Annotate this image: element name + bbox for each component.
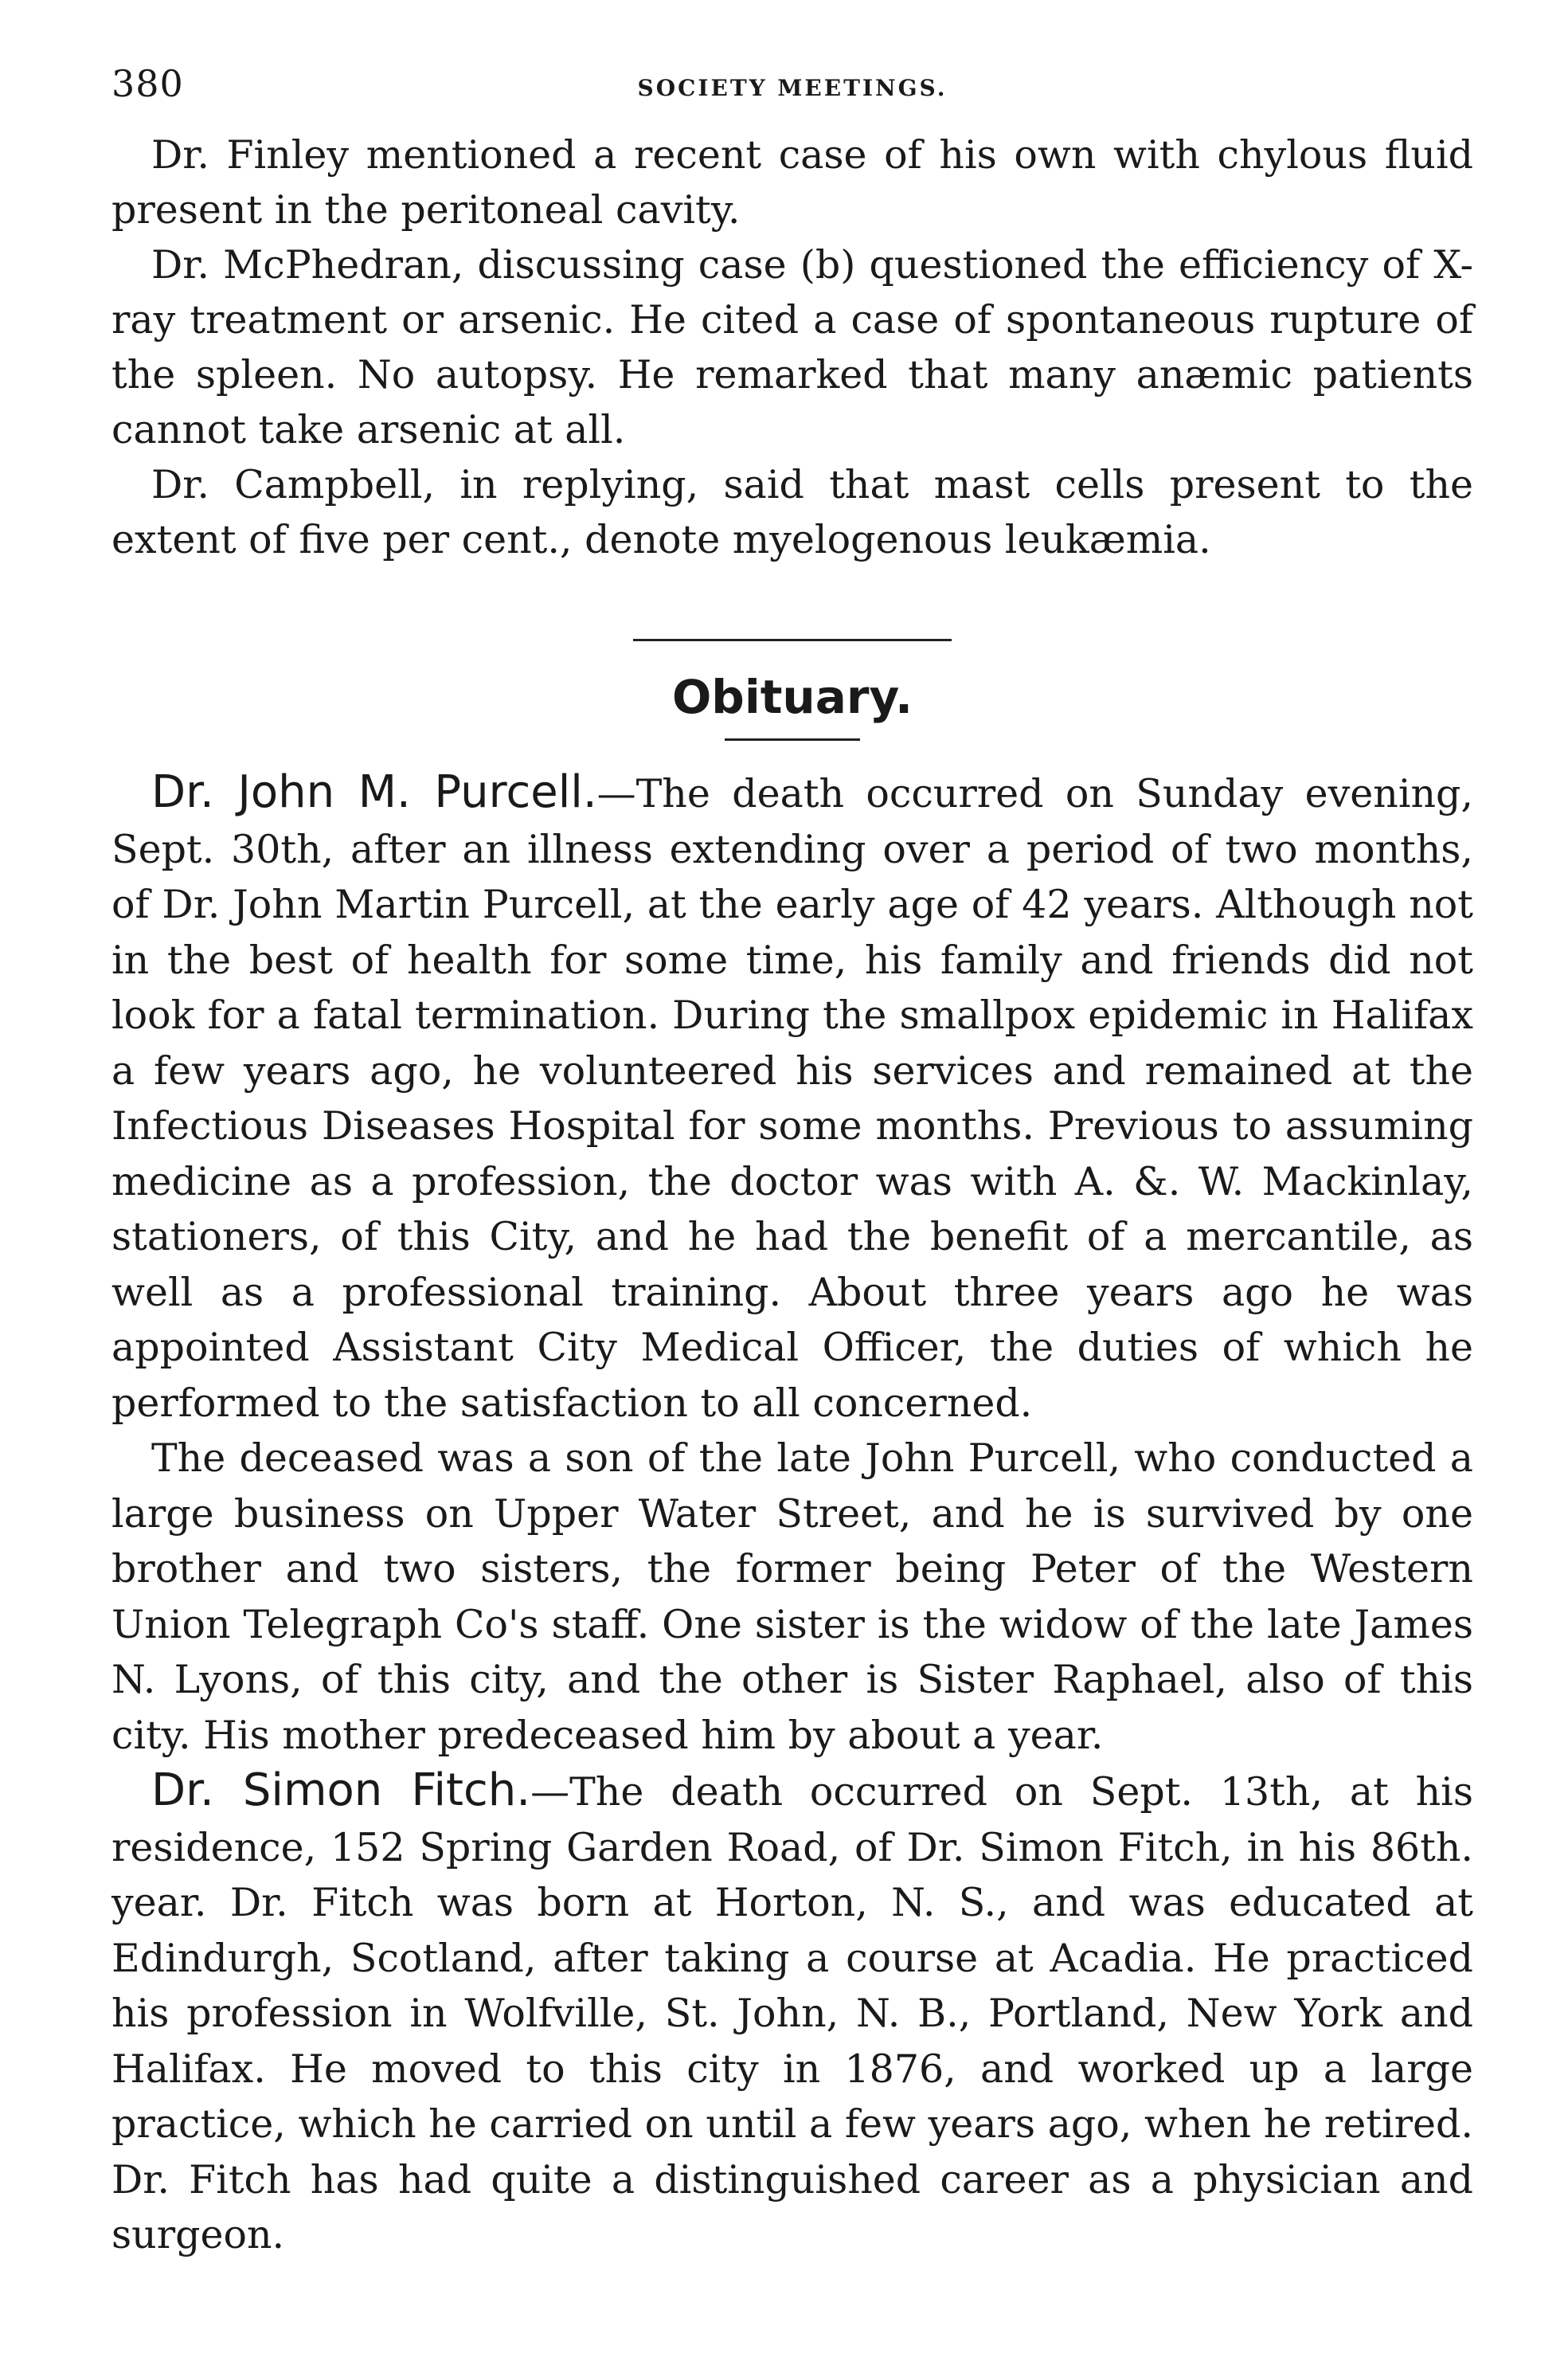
obituary-heading: Obituary. — [672, 670, 913, 724]
heading-underline — [725, 738, 860, 741]
discussion-paragraph: Dr. Campbell, in replying, said that mast cells present to the extent of five per cent., denote myelogenous leukæmia. — [111, 462, 1473, 562]
running-title: SOCIETY MEETINGS. — [637, 75, 948, 101]
page-number: 380 — [111, 62, 184, 105]
obituary-text: —The death occurred on Sunday evening, Sept. 30th, after an illness extending over a period of two months, of Dr. John Martin Purcell, at the early age of 42 years. Although not in the best of health for some time, his family and friends did not look for a fatal termination. During the smallpox epidemic in Halifax a few years ago, he volunteered his services and remained at the Infectious Diseases Hospital for some months. Previous to assuming medicine as a profession, the doctor was with A. &. W. Mackinlay, stationers, of this City, and he had the benefit of a mercantile, as well as a professional training. About three years ago he was appointed Assistant City Medical Officer, the duties of which he performed to the satisfaction to all concerned. — [111, 771, 1473, 1426]
discussion-section — [111, 127, 1473, 567]
obituary-section — [111, 765, 1473, 2263]
discussion-paragraph: Dr. McPhedran, discussing case (b) questioned the efficiency of X-ray treatment or arsenic. He cited a case of spontaneous rupture of the spleen. No autopsy. He remarked that many anæmic patients cannot take arsenic at all. — [111, 242, 1473, 452]
obituary-text: —The death occurred on Sept. 13th, at his residence, 152 Spring Garden Road, of Dr. Simon Fitch, in his 86th. year. Dr. Fitch was born at Horton, N. S., and was educated at Edindurgh, Scotland, after taking a course at Acadia. He practiced his profession in Wolfville, St. John, N. B., Portland, New York and Halifax. He moved to this city in 1876, and worked up a large practice, which he carried on until a few years ago, when he retired. Dr. Fitch has had quite a distinguished career as a physician and surgeon. — [111, 1769, 1473, 2257]
page — [111, 56, 1473, 2263]
section-divider — [633, 639, 952, 641]
running-head — [111, 56, 1473, 127]
obituary-entry — [111, 765, 1473, 1431]
discussion-paragraph: Dr. Finley mentioned a recent case of his own with chylous fluid present in the peritoneal cavity. — [111, 132, 1473, 233]
obituary-name: Dr. John M. Purcell. — [151, 766, 597, 818]
obituary-continuation: The deceased was a son of the late John Purcell, who conducted a large business on Upper Water Street, and he is survived by one brother and two sisters, the former being Peter of the Western Union Telegraph Co's staff. One sister is the widow of the late James N. Lyons, of this city, and the other is Sister Raphael, also of this city. His mother predeceased him by about a year. — [111, 1435, 1473, 1758]
obituary-entry — [111, 1763, 1473, 2263]
obituary-name: Dr. Simon Fitch. — [151, 1764, 531, 1816]
